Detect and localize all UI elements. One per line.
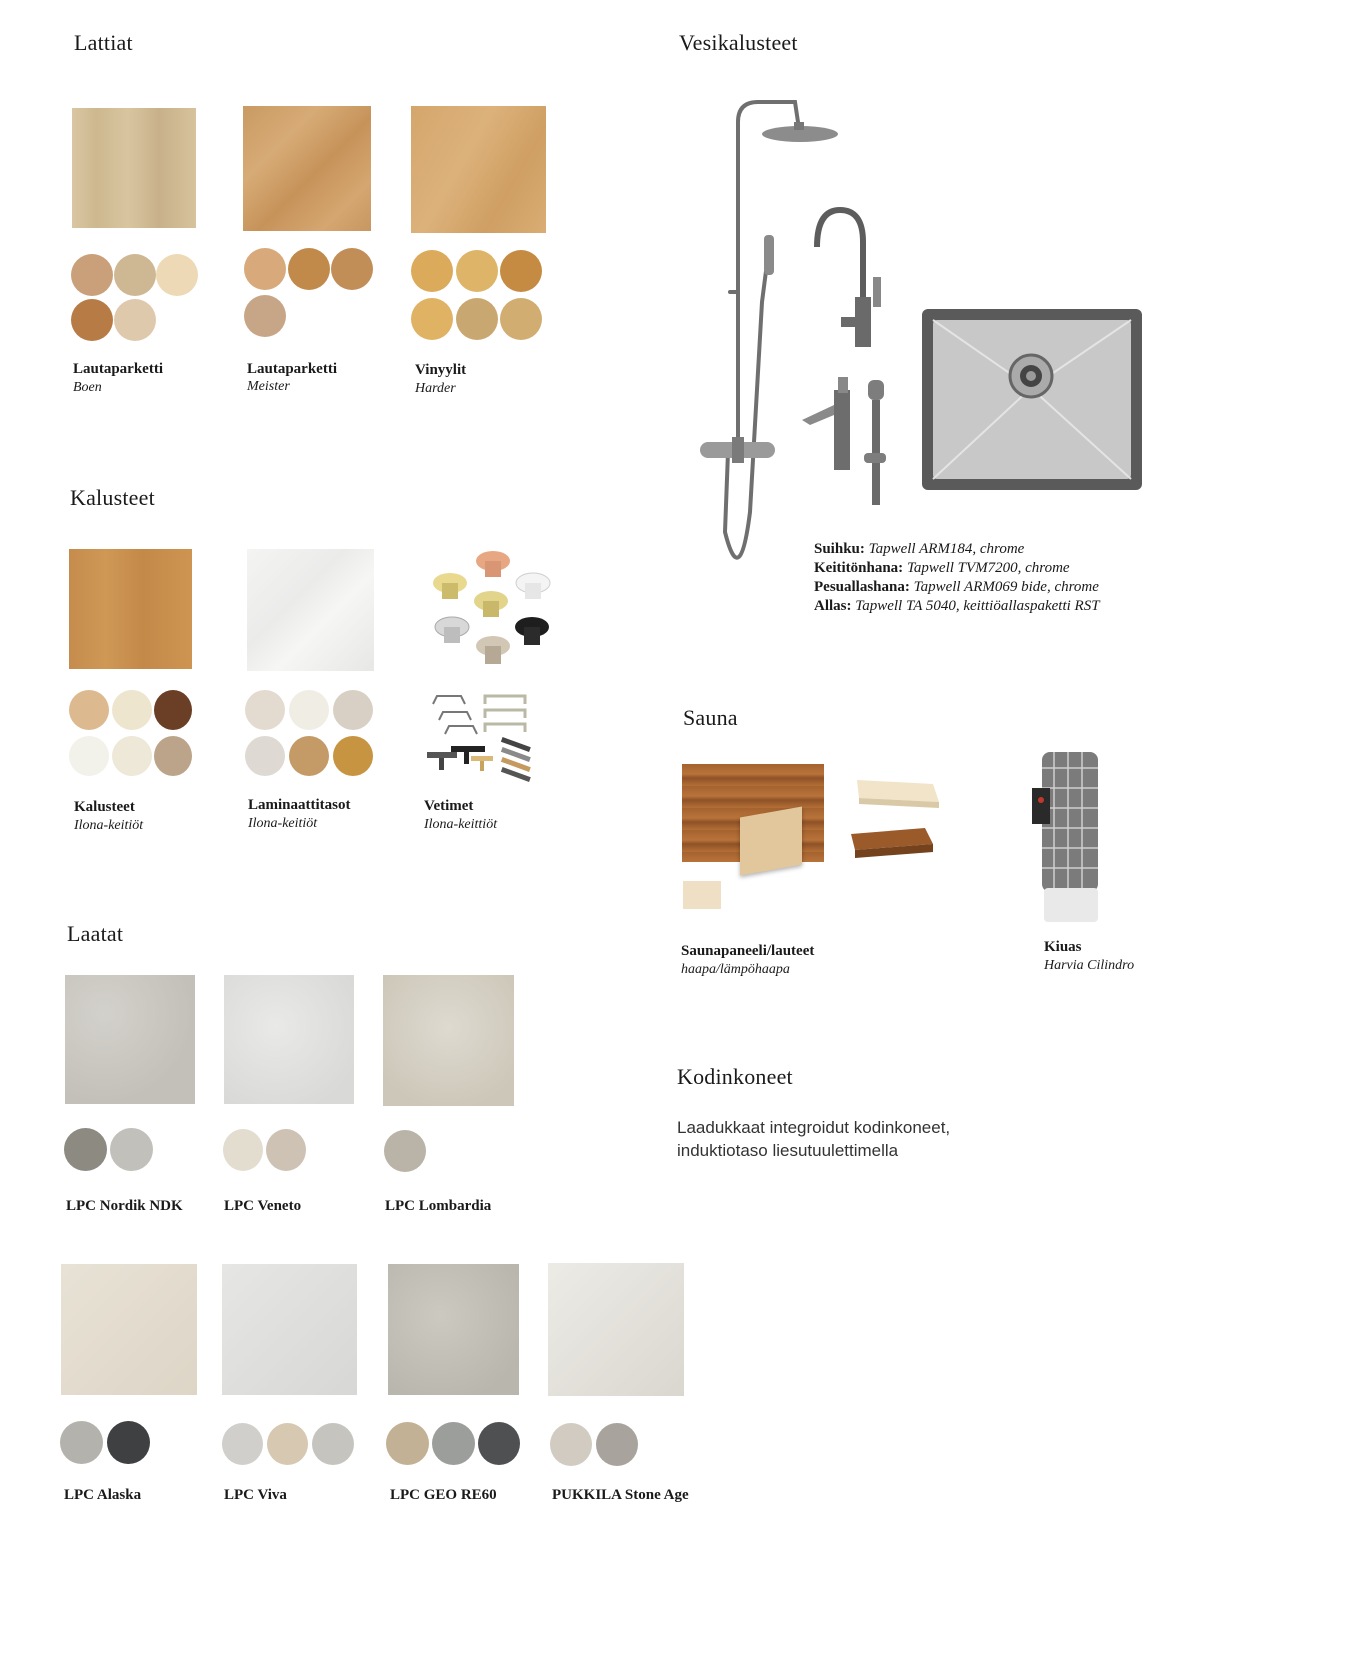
color-dot: [71, 254, 113, 296]
product-brand: Boen: [73, 380, 102, 395]
appliances-line-2: induktiotaso liesutuulettimella: [677, 1141, 899, 1160]
tile-name: LPC Viva: [224, 1487, 287, 1503]
color-dot: [114, 299, 156, 341]
spec-value: Tapwell ARM069 bide, chrome: [913, 579, 1099, 595]
section-title-lattiat: Lattiat: [74, 30, 133, 55]
tile-name: LPC Veneto: [224, 1198, 302, 1214]
tile-name: LPC Lombardia: [385, 1198, 492, 1214]
sink-icon: [921, 308, 1143, 491]
color-dot: [110, 1128, 153, 1171]
color-dot: [456, 250, 498, 292]
section-title-vesikalusteet: Vesikalusteet: [679, 30, 798, 55]
tile-name: PUKKILA Stone Age: [552, 1487, 689, 1503]
product-brand: haapa/lämpöhaapa: [681, 962, 790, 977]
product-brand: Ilona-keitiöt: [74, 818, 144, 833]
sauna-stove-icon: [1032, 748, 1104, 924]
spec-row: [814, 597, 1234, 616]
swatch-vinyyli: [411, 106, 546, 233]
color-dot: [112, 690, 152, 730]
color-dot: [154, 690, 192, 730]
swatch-laminaatti: [247, 549, 374, 671]
product-brand: Meister: [247, 379, 290, 394]
tile-veneto: [224, 975, 354, 1104]
spec-row: [814, 578, 1234, 597]
color-dot: [223, 1129, 263, 1171]
product-brand: Harvia Cilindro: [1044, 958, 1135, 973]
section-title-sauna: Sauna: [683, 705, 738, 730]
section-title-kodinkoneet: Kodinkoneet: [677, 1064, 793, 1089]
product-brand: Ilona-keitiöt: [248, 816, 318, 831]
color-dot: [245, 690, 285, 730]
tile-lombardia: [383, 975, 514, 1106]
color-dot: [71, 299, 113, 341]
color-dot: [386, 1422, 429, 1465]
product-name: Lautaparketti: [247, 361, 337, 377]
tile-alaska: [61, 1264, 197, 1395]
color-dot: [312, 1423, 354, 1465]
tile-name: LPC Alaska: [64, 1487, 142, 1503]
color-dot: [156, 254, 198, 296]
knob-icon: [433, 551, 550, 664]
spec-row: [814, 559, 1234, 578]
color-dot: [266, 1129, 306, 1171]
color-dot: [69, 690, 109, 730]
color-dot: [288, 248, 330, 290]
knobs-image: [425, 545, 560, 675]
tile-geo: [388, 1264, 519, 1395]
tile-name: LPC GEO RE60: [390, 1487, 497, 1503]
swatch-meister: [243, 106, 371, 231]
product-brand: Harder: [415, 381, 456, 396]
product-name: Kiuas: [1044, 939, 1082, 955]
color-dot: [154, 736, 192, 776]
color-dot: [384, 1130, 426, 1172]
product-name: Vinyylit: [415, 362, 467, 378]
handles-image: [425, 690, 540, 785]
swatch-kalusteet: [69, 549, 192, 669]
color-dot: [245, 736, 285, 776]
sauna-swatch: [683, 881, 721, 909]
spec-row: [814, 540, 1234, 559]
color-dot: [500, 298, 542, 340]
color-dot: [244, 248, 286, 290]
color-dot: [500, 250, 542, 292]
swatch-boen: [72, 108, 196, 228]
tile-nordik: [65, 975, 195, 1104]
color-dot: [64, 1128, 107, 1171]
color-dot: [432, 1422, 475, 1465]
product-name: Lautaparketti: [73, 361, 163, 377]
color-dot: [333, 690, 373, 730]
color-dot: [107, 1421, 150, 1464]
color-dot: [112, 736, 152, 776]
color-dot: [478, 1422, 520, 1465]
color-dot: [244, 295, 286, 337]
appliances-line-1: Laadukkaat integroidut kodinkoneet,: [677, 1118, 951, 1137]
color-dot: [456, 298, 498, 340]
sauna-benches-image: [845, 772, 945, 872]
color-dot: [69, 736, 109, 776]
product-name: Vetimet: [424, 798, 474, 814]
color-dot: [267, 1423, 308, 1465]
product-name: Kalusteet: [74, 799, 135, 815]
spec-label: Suihku:: [814, 541, 865, 557]
color-dot: [289, 690, 329, 730]
color-dot: [411, 250, 453, 292]
spec-value: Tapwell TA 5040, keittiöallaspaketti RST: [855, 598, 1100, 614]
product-name: Laminaattitasot: [248, 797, 351, 813]
color-dot: [222, 1423, 263, 1465]
tile-name: LPC Nordik NDK: [66, 1198, 183, 1214]
color-dot: [60, 1421, 103, 1464]
color-dot: [596, 1423, 638, 1466]
product-brand: Ilona-keittiöt: [424, 817, 498, 832]
color-dot: [411, 298, 453, 340]
spec-label: Pesuallashana:: [814, 579, 910, 595]
tile-stone-age: [548, 1263, 684, 1396]
spec-value: Tapwell ARM184, chrome: [868, 541, 1025, 557]
tile-viva: [222, 1264, 357, 1395]
sauna-sample-board: [740, 807, 802, 876]
color-dot: [333, 736, 373, 776]
spec-list: [814, 540, 1234, 616]
color-dot: [114, 254, 156, 296]
section-title-kalusteet: Kalusteet: [70, 485, 155, 510]
spec-label: Allas:: [814, 598, 852, 614]
color-dot: [289, 736, 329, 776]
basin-faucet-icon: [800, 375, 900, 510]
color-dot: [550, 1423, 592, 1466]
section-title-laatat: Laatat: [67, 921, 124, 946]
product-name: Saunapaneeli/lauteet: [681, 943, 815, 959]
kitchen-faucet-icon: [805, 202, 885, 352]
spec-label: Keititönhana:: [814, 560, 904, 576]
color-dot: [331, 248, 373, 290]
spec-value: Tapwell TVM7200, chrome: [906, 560, 1070, 576]
